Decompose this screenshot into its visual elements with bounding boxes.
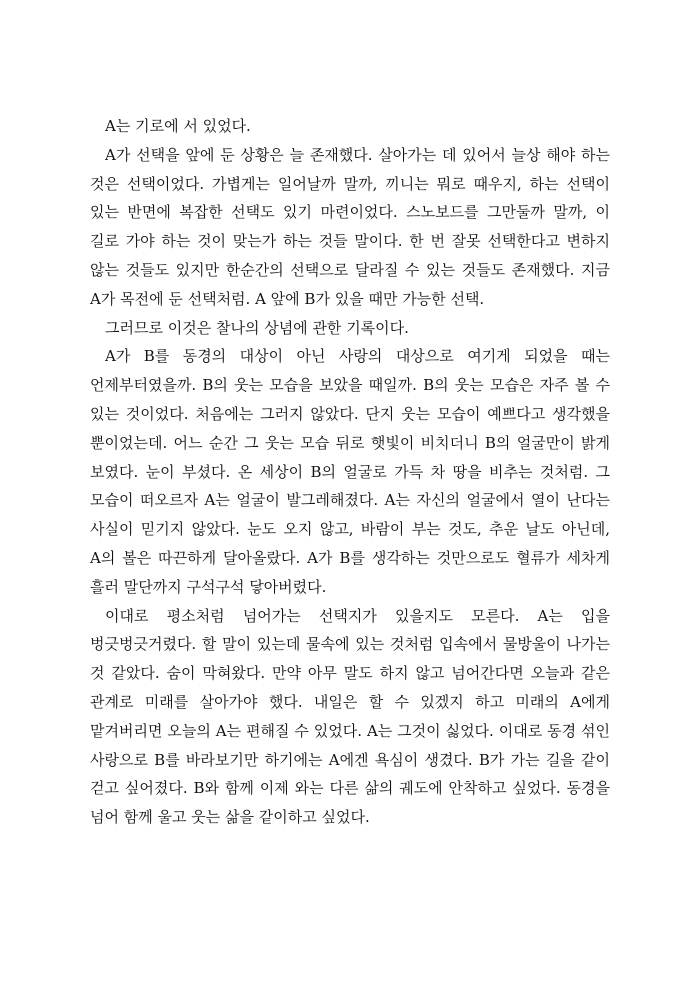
- paragraph-4: A가 B를 동경의 대상이 아닌 사랑의 대상으로 여기게 되었을 때는 언제부터였을까. B의 웃는 모습을 보았을 때일까. B의 웃는 모습은 자주 볼 수 있는 것이었다. 처음에는 그러지 않았다. 단지 웃는 모습이 예쁘다고 생각했을 뿐이었는데. 어느 순간 그 웃는 모습 뒤로 햇빛이 비치더니 B의 얼굴만이 밝게 보였다. 눈이 부셨다. 온 세상이 B의 얼굴로 가득 차 땅을 비추는 것처럼. 그 모습이 떠오르자 A는 얼굴이 발그레해졌다. A는 자신의 얼굴에서 열이 난다는 사실이 믿기지 않았다. 눈도 오지 않고, 바람이 부는 것도, 추운 날도 아닌데, A의 볼은 따끈하게 달아올랐다. A가 B를 생각하는 것만으로도 혈류가 세차게 흘러 말단까지 구석구석 닿아버렸다.: [90, 347, 610, 596]
- paragraph-5: 이대로 평소처럼 넘어가는 선택지가 있을지도 모른다. A는 입을 벙긋벙긋거렸다. 할 말이 있는데 물속에 있는 것처럼 입속에서 물방울이 나가는 것 같았다. 숨이 막혀왔다. 만약 아무 말도 하지 않고 넘어간다면 오늘과 같은 관계로 미래를 살아가야 했다. 내일은 할 수 있겠지 하고 미래의 A에게 맡겨버리면 오늘의 A는 편해질 수 있었다. A는 그것이 싫었다. 이대로 동경 섞인 사랑으로 B를 바라보기만 하기에는 A에겐 욕심이 생겼다. B가 가는 길을 같이 걷고 싶어졌다. B와 함께 이제 와는 다른 삶의 궤도에 안착하고 싶었다. 동경을 넘어 함께 울고 웃는 삶을 같이하고 싶었다.: [90, 606, 610, 827]
- paragraph-2: A가 선택을 앞에 둔 상황은 늘 존재했다. 살아가는 데 있어서 늘상 해야 하는 것은 선택이었다. 가볍게는 일어날까 말까, 끼니는 뭐로 때우지, 하는 선택이 있는 반면에 복잡한 선택도 있기 마련이었다. 스노보드를 그만둘까 말까, 이 길로 가야 하는 것이 맞는가 하는 것들 말이다. 한 번 잘못 선택한다고 변하지 않는 것들도 있지만 한순간의 선택으로 달라질 수 있는 것들도 존재했다. 지금 A가 목전에 둔 선택처럼. A 앞에 B가 있을 때만 가능한 선택.: [90, 145, 610, 308]
- paragraph-3: 그러므로 이것은 찰나의 상념에 관한 기록이다.: [105, 318, 409, 337]
- paragraph-1: A는 기로에 서 있었다.: [105, 117, 251, 135]
- document-body: [90, 112, 610, 832]
